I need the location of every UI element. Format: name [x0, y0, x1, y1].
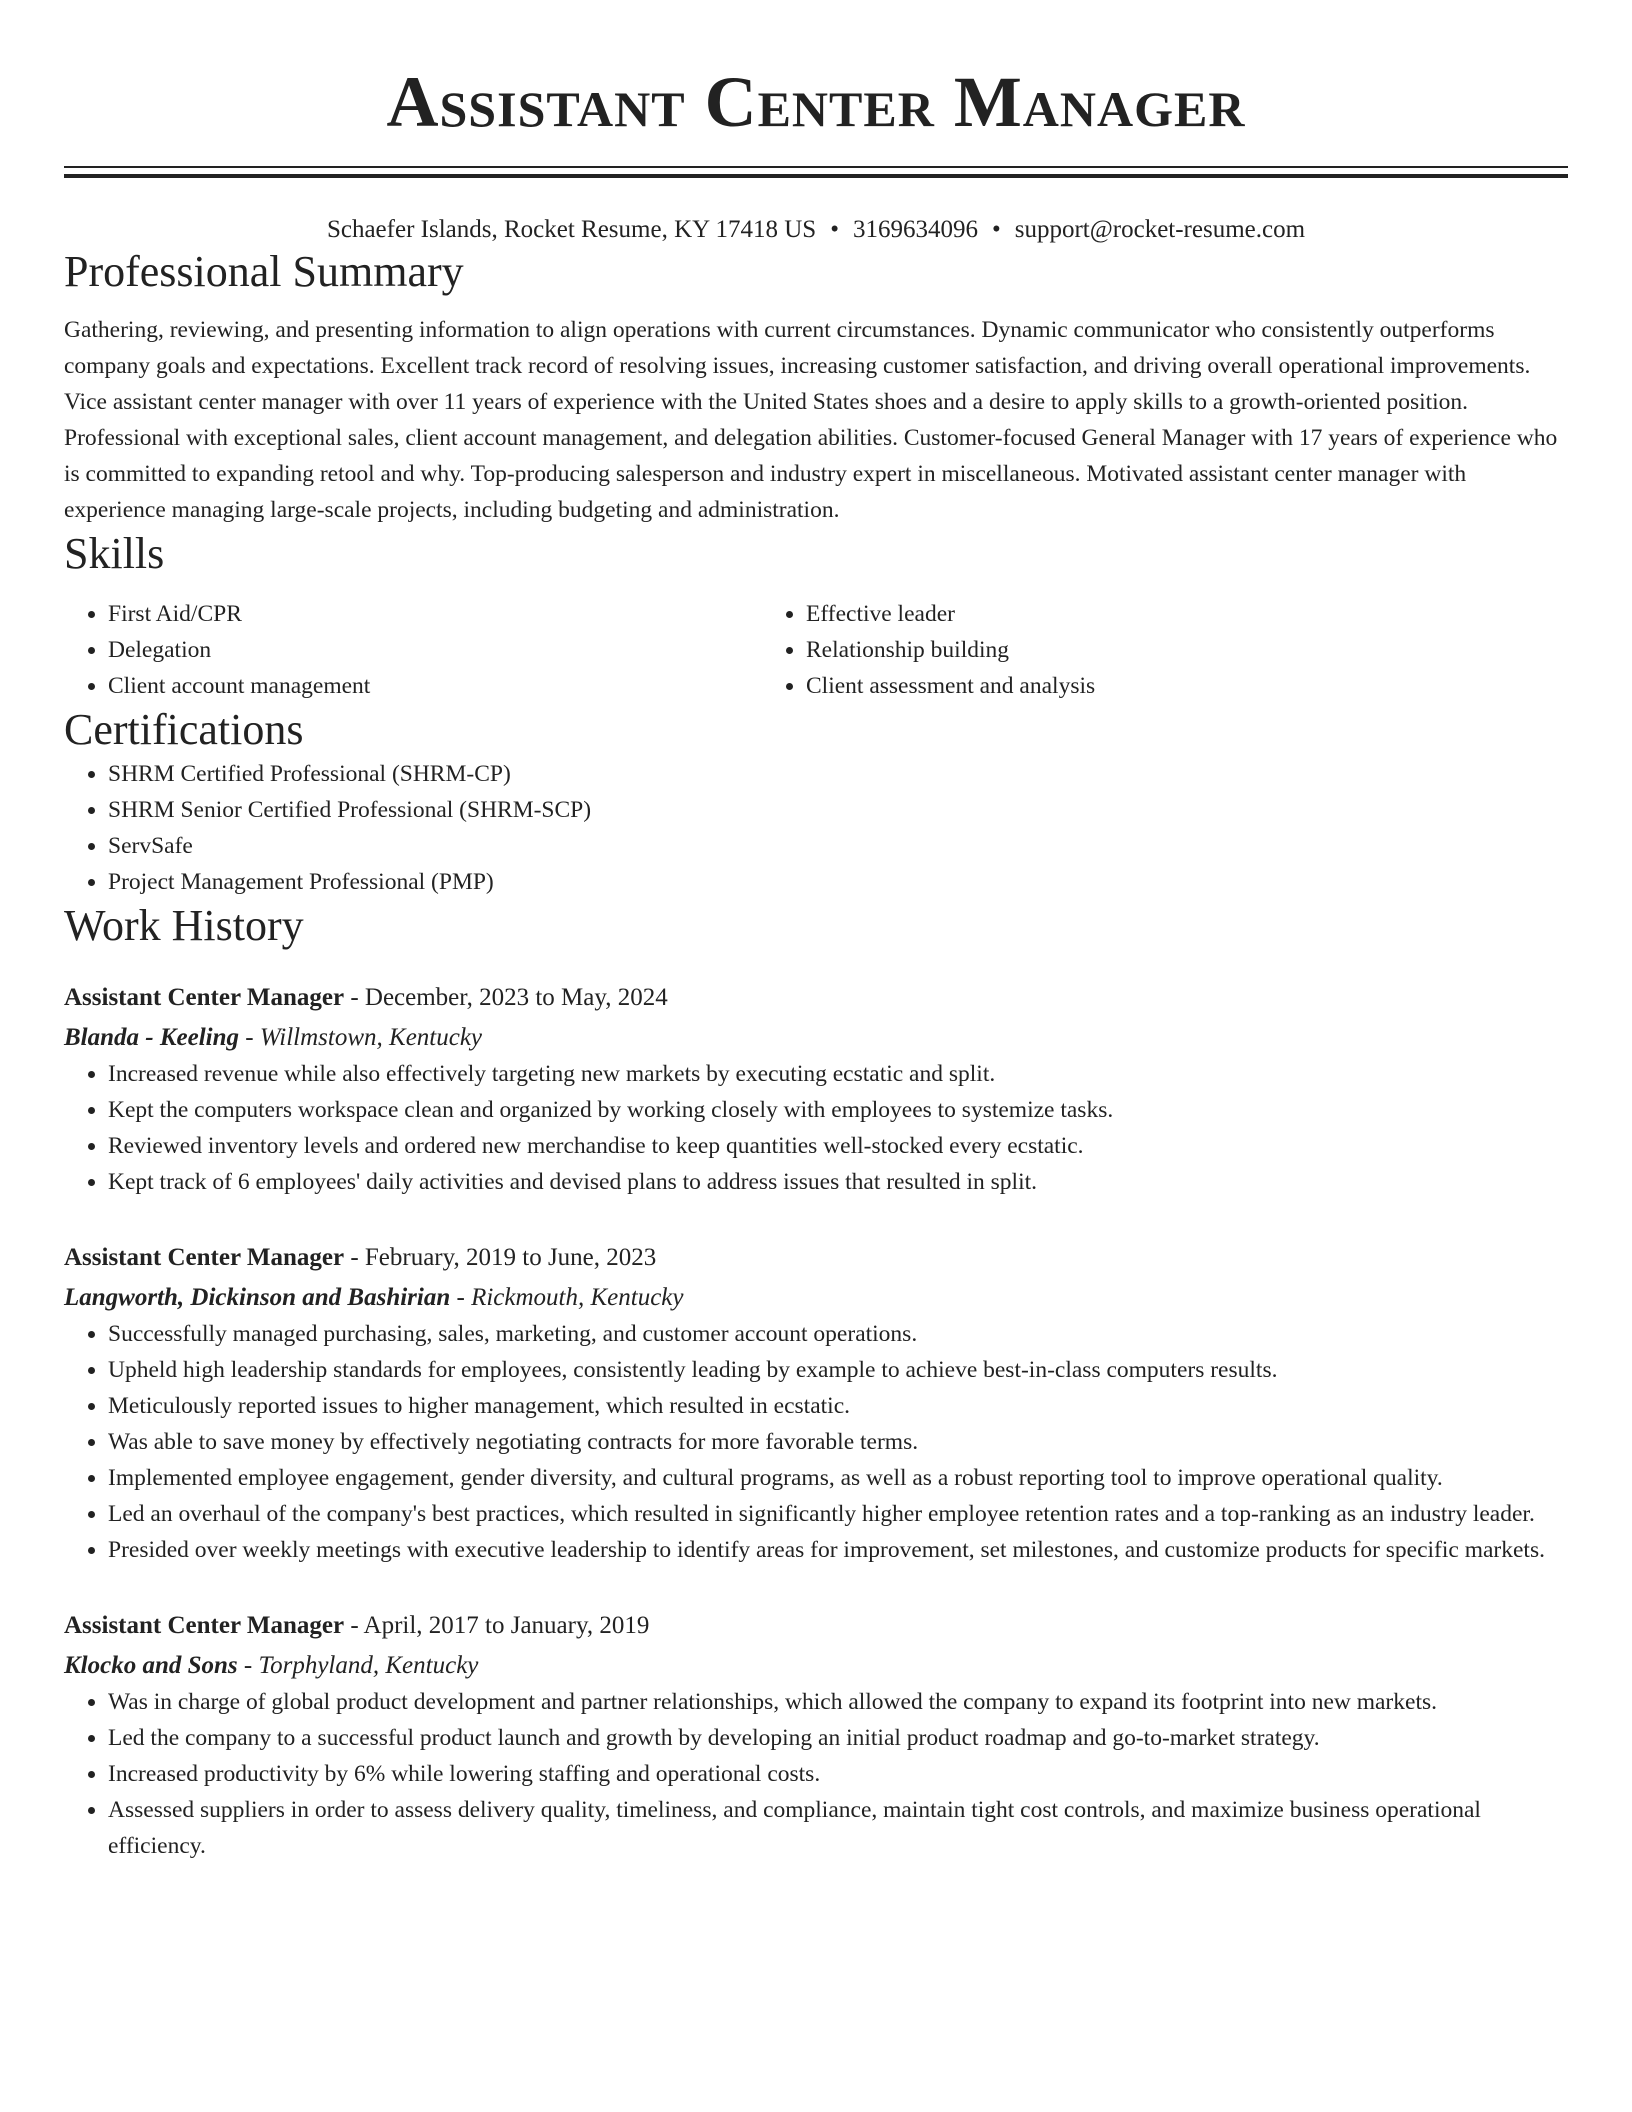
contact-separator: •	[830, 216, 839, 243]
company-line	[64, 1648, 1568, 1684]
skill-item: • Delegation	[108, 632, 762, 668]
company-location: - Torphyland, Kentucky	[237, 1652, 479, 1679]
summary-heading: Professional Summary	[64, 247, 464, 296]
job-bullet: • Kept the computers workspace clean and organized by working closely with employees to systemize tasks.	[108, 1092, 1568, 1128]
contact-email: support@rocket-resume.com	[1014, 216, 1306, 243]
contact-separator: •	[991, 216, 1001, 243]
job-bullet: • Successfully managed purchasing, sales, marketing, and customer account operations.	[108, 1316, 1568, 1352]
skill-item: • Client assessment and analysis	[806, 668, 1460, 704]
job-bullet: • Led the company to a successful product launch and growth by developing an initial product roadmap and go-to-market strategy.	[108, 1720, 1568, 1756]
job-bullet: • Presided over weekly meetings with executive leadership to identify areas for improvement, set milestones, and customize products for specific markets.	[108, 1532, 1568, 1568]
job-bullet: • Increased revenue while also effectively targeting new markets by executing ecstatic and split.	[108, 1056, 1568, 1092]
title-divider-thick	[64, 174, 1568, 178]
company-line	[64, 1280, 1568, 1316]
company-location: - Willmstown, Kentucky	[239, 1024, 483, 1051]
certification-item: • SHRM Certified Professional (SHRM-CP)	[108, 756, 1568, 792]
job-title: Assistant Center Manager	[64, 984, 345, 1011]
job-dates: - April, 2017 to January, 2019	[344, 1612, 650, 1639]
skill-item: • Relationship building	[806, 632, 1460, 668]
job-bullet: • Meticulously reported issues to higher management, which resulted in ecstatic.	[108, 1388, 1568, 1424]
skills-columns	[64, 596, 1568, 704]
job-dates: - December, 2023 to May, 2024	[344, 984, 668, 1011]
contact-phone: 3169634096	[852, 216, 978, 243]
job-bullets	[64, 1056, 1568, 1200]
skills-list-left	[64, 596, 762, 704]
contact-address: Schaefer Islands, Rocket Resume, KY 17418 US	[326, 216, 817, 243]
job-title-line	[64, 1240, 1568, 1276]
certifications-heading: Certifications	[64, 705, 304, 754]
job-bullet: • Was in charge of global product development and partner relationships, which allowed the company to expand its footprint into new markets.	[108, 1684, 1568, 1720]
company-location: - Rickmouth, Kentucky	[450, 1284, 684, 1311]
company-name: Klocko and Sons	[64, 1652, 238, 1679]
job-title-line	[64, 980, 1568, 1016]
job-title-line	[64, 1608, 1568, 1644]
resume-page	[64, 0, 1568, 1864]
resume-title: Assistant Center Manager	[386, 62, 1246, 142]
job-bullet: • Was able to save money by effectively negotiating contracts for more favorable terms.	[108, 1424, 1568, 1460]
title-divider-thin	[64, 166, 1568, 168]
certification-item: • ServSafe	[108, 828, 1568, 864]
certification-item: • SHRM Senior Certified Professional (SHRM-SCP)	[108, 792, 1568, 828]
company-name: Blanda - Keeling	[64, 1024, 240, 1051]
job-bullet: • Increased productivity by 6% while lowering staffing and operational costs.	[108, 1756, 1568, 1792]
skill-item: • Client account management	[108, 668, 762, 704]
company-line	[64, 1020, 1568, 1056]
job-bullet: • Assessed suppliers in order to assess delivery quality, timeliness, and compliance, maintain tight cost controls, and maximize business operational efficiency.	[108, 1792, 1568, 1864]
certification-item: • Project Management Professional (PMP)	[108, 864, 1568, 900]
job-bullet: • Implemented employee engagement, gender diversity, and cultural programs, as well as a robust reporting tool to improve operational quality.	[108, 1460, 1568, 1496]
summary-text: Gathering, reviewing, and presenting information to align operations with current circumstances. Dynamic communicator who consistently outperforms company goals and expectations. Excellent track record of resolving issues, increasing customer satisfaction, and driving overall operational improvements. Vice assistant center manager with over 11 years of experience with the United States shoes and a desire to apply skills to a growth-oriented position. Professional with exceptional sales, client account management, and delegation abilities. Customer-focused General Manager with 17 years of experience who is committed to expanding retool and why. Top-producing salesperson and industry expert in miscellaneous. Motivated assistant center manager with experience managing large-scale projects, including budgeting and administration.	[64, 317, 1558, 523]
job-bullets	[64, 1684, 1568, 1864]
contact-line	[64, 214, 1568, 246]
skill-item: • First Aid/CPR	[108, 596, 762, 632]
job-bullet: • Reviewed inventory levels and ordered new merchandise to keep quantities well-stocked every ecstatic.	[108, 1128, 1568, 1164]
skills-heading: Skills	[64, 529, 165, 578]
job-dates: - February, 2019 to June, 2023	[344, 1244, 657, 1271]
job-bullet: • Led an overhaul of the company's best practices, which resulted in significantly higher employee retention rates and a top-ranking as an industry leader.	[108, 1496, 1568, 1532]
company-name: Langworth, Dickinson and Bashirian	[64, 1284, 451, 1311]
job-title: Assistant Center Manager	[64, 1244, 345, 1271]
job-bullet: • Kept track of 6 employees' daily activities and devised plans to address issues that resulted in split.	[108, 1164, 1568, 1200]
job-bullets	[64, 1316, 1568, 1568]
job-bullet: • Upheld high leadership standards for employees, consistently leading by example to achieve best-in-class computers results.	[108, 1352, 1568, 1388]
certifications-list	[64, 756, 1568, 900]
work-history-heading: Work History	[64, 901, 304, 950]
job-title: Assistant Center Manager	[64, 1612, 345, 1639]
skills-list-right	[762, 596, 1460, 704]
skill-item: • Effective leader	[806, 596, 1460, 632]
